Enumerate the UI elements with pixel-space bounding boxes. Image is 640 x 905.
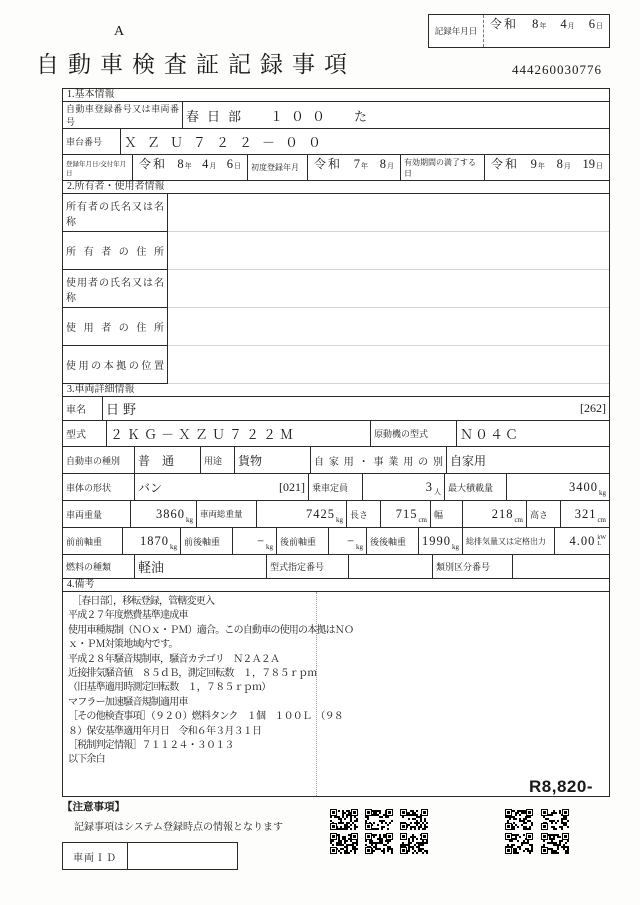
body-shape-text: バン <box>138 480 163 495</box>
base-location-label: 使用の本拠の位置 <box>63 346 168 384</box>
axle-unit: kg <box>356 543 363 551</box>
height-value <box>561 501 609 527</box>
record-date-era: 令和 <box>490 17 519 31</box>
capacity-number: 3 <box>425 479 433 494</box>
capacity-value <box>363 474 445 500</box>
year: 7 <box>353 157 360 171</box>
expiry-date-label: 有効期間の満了する日 <box>401 155 485 180</box>
axle-number: 1990 <box>422 533 451 548</box>
plate-label: 自動車登録番号又は車両番号 <box>63 102 183 128</box>
class-number-value <box>513 555 609 578</box>
body-shape-row <box>63 474 609 501</box>
notice-heading: 【注意事項】 <box>62 802 125 813</box>
era: 令和 <box>314 157 343 171</box>
month-unit: 月 <box>567 22 575 30</box>
use-value: 貨物 <box>235 447 311 473</box>
vehicle-weight-label: 車両重量 <box>63 501 131 527</box>
remark-line: マフラー加速騒音規制適用車 <box>68 696 188 708</box>
qr-code-group-right <box>505 809 571 854</box>
displacement-number: 4.00 <box>569 533 596 548</box>
type-designation-value <box>349 555 433 578</box>
remarks-box <box>63 592 609 796</box>
era: 令和 <box>139 157 168 171</box>
length-value <box>381 501 431 527</box>
axle-number: 1870 <box>140 533 169 548</box>
corner-mark: A <box>114 24 125 39</box>
remark-line: ［税制判定情報］７１１２４・３０１３ <box>68 740 234 752</box>
body-shape-label: 車体の形状 <box>63 474 135 500</box>
remark-line: 近接排気騒音値 ８５ｄＢ，測定回転数 １，７８５ｒｐｍ <box>68 668 317 680</box>
gross-number: 7425 <box>306 506 335 521</box>
axle-rear-rear-value <box>419 528 463 554</box>
section-basic-heading: 1.基本情報 <box>63 89 609 102</box>
owner-name-label: 所有者の氏名又は名称 <box>63 194 168 232</box>
record-date-value <box>484 15 609 47</box>
remark-line: ［春日部］，移転登録，管轄変更入 <box>72 596 215 607</box>
chassis-label: 車台番号 <box>63 129 121 154</box>
plate-row <box>63 102 609 129</box>
vehicle-weight-value <box>131 501 197 527</box>
fuel-type-value: 軽油 <box>135 555 267 578</box>
qr-code <box>505 833 533 854</box>
record-date-month: 4 <box>560 17 567 31</box>
body-shape-code: [021] <box>279 479 305 494</box>
max-load-number: 3400 <box>569 479 598 494</box>
maker-code: [262] <box>580 401 606 415</box>
qr-code <box>541 809 569 830</box>
height-number: 321 <box>574 506 597 521</box>
axle-front-front-value <box>123 528 181 554</box>
weights-row <box>63 501 609 528</box>
year-unit: 年 <box>361 162 368 170</box>
record-date-box <box>428 14 610 48</box>
registration-date-value <box>133 155 248 180</box>
maker-name: 日野 <box>106 402 141 417</box>
remark-line: 平成２７年度燃費基準達成車 <box>68 610 188 622</box>
type-designation-label: 型式指定番号 <box>267 555 349 578</box>
displacement-unit <box>597 535 606 547</box>
axle-front-rear-value <box>233 528 277 554</box>
capacity-label: 乗車定員 <box>309 474 363 500</box>
day-unit: 日 <box>596 22 603 30</box>
dates-row <box>63 155 609 181</box>
user-address-value <box>168 308 609 346</box>
axle-weights-row <box>63 528 609 555</box>
fuel-type-label: 燃料の種類 <box>63 555 135 578</box>
month-unit: 月 <box>563 162 571 170</box>
owner-name-row <box>63 194 609 232</box>
user-name-label: 使用者の氏名又は名称 <box>63 270 168 308</box>
qr-code <box>400 809 428 830</box>
engine-model-label: 原動機の型式 <box>371 421 457 446</box>
chassis-value: ＸＺＵ７２２－００ <box>124 135 332 150</box>
gross-unit: kg <box>336 516 343 524</box>
qr-code <box>330 809 358 830</box>
gross-weight-label: 車両総重量 <box>197 501 257 527</box>
max-load-unit: kg <box>599 489 606 497</box>
max-load-value <box>507 474 609 500</box>
owner-address-label: 所有者の住所 <box>63 232 168 270</box>
record-date-label: 記録年月日 <box>429 15 484 47</box>
day-unit: 日 <box>595 162 603 170</box>
fuel-row <box>63 555 609 579</box>
first-registration-label: 初度登録年月 <box>248 155 308 180</box>
use-label: 用途 <box>201 447 235 473</box>
remark-line: 使用車種規制（ＮＯｘ・ＰＭ）適合。この自動車の使用の本拠はＮＯ <box>68 624 354 636</box>
year-unit: 年 <box>539 22 547 30</box>
day: 6 <box>226 157 233 171</box>
year-unit: 年 <box>184 162 192 170</box>
vehicle-kind-label: 自動車の種別 <box>63 447 135 473</box>
month: 8 <box>379 157 386 171</box>
year-unit: 年 <box>537 162 545 170</box>
user-name-value <box>168 270 609 308</box>
document-number: 444260030776 <box>512 62 602 77</box>
length-number: 715 <box>395 506 418 521</box>
user-address-row <box>63 308 609 346</box>
owner-address-value <box>168 232 609 270</box>
base-location-row <box>63 346 609 384</box>
max-load-label: 最大積載量 <box>445 474 507 500</box>
engine-model-value: Ｎ０４Ｃ <box>460 427 521 442</box>
qr-code <box>505 809 533 830</box>
weight-number: 3860 <box>156 506 185 521</box>
axle-unit: kg <box>266 543 273 551</box>
owner-name-value <box>168 194 609 232</box>
vehicle-name-value <box>103 397 609 420</box>
body-shape-value <box>135 474 309 500</box>
day: 19 <box>582 157 595 171</box>
page-title: 自動車検査証記録事項 <box>36 52 356 77</box>
axle-unit: kg <box>170 543 177 551</box>
width-unit: cm <box>514 516 523 524</box>
gross-weight-value <box>257 501 347 527</box>
main-table <box>62 88 610 797</box>
axle-number: − <box>256 533 265 548</box>
weight-unit: kg <box>186 516 193 524</box>
qr-code <box>400 833 428 854</box>
record-date-day: 6 <box>588 17 595 31</box>
vehicle-id-value <box>128 843 237 869</box>
expiry-date-value <box>485 155 609 180</box>
unit-l: L <box>597 541 601 547</box>
axle-rear-front-value <box>329 528 367 554</box>
remark-line: （旧基準適用時測定回転数 １，７８５ｒｐｍ） <box>68 682 271 694</box>
length-unit: cm <box>418 516 427 524</box>
axle-unit: kg <box>452 543 459 551</box>
registration-date-label: 登録年月日/交付年月日 <box>63 155 133 180</box>
user-address-label: 使用者の住所 <box>63 308 168 346</box>
chassis-row <box>63 129 609 155</box>
remark-line: ８）保安基準適用年月日 令和６年３月３１日 <box>68 725 262 737</box>
vehicle-name-label: 車名 <box>63 397 103 420</box>
width-value <box>463 501 527 527</box>
remark-line: ［その他検査事項］（９２０）燃料タンク １個 １００Ｌ （９８ <box>68 711 343 723</box>
year: 9 <box>530 157 537 171</box>
era: 令和 <box>491 157 520 171</box>
section-vehicle-heading: 3.車両詳細情報 <box>63 384 609 397</box>
qr-code <box>330 833 358 854</box>
model-label: 型式 <box>63 421 107 446</box>
notice-text: 記録事項はシステム登録時点の情報となります <box>74 822 283 833</box>
class-number-label: 類別区分番号 <box>433 555 513 578</box>
vehicle-id-label: 車両ＩＤ <box>63 843 128 869</box>
kind-row <box>63 447 609 474</box>
axle-number: − <box>346 533 355 548</box>
displacement-value <box>555 528 609 554</box>
qr-code <box>541 833 569 854</box>
day-unit: 日 <box>233 162 241 170</box>
displacement-label: 総排気量又は定格出力 <box>463 528 555 554</box>
remarks-divider <box>316 592 317 796</box>
vehicle-name-row <box>63 397 609 421</box>
month-unit: 月 <box>209 162 217 170</box>
height-unit: cm <box>597 516 606 524</box>
width-label: 幅 <box>431 501 463 527</box>
unit-kw: kW <box>597 535 606 541</box>
section-owner-heading: 2.所有者・使用者情報 <box>63 181 609 194</box>
private-business-label: 自家用・事業用の別 <box>311 447 447 473</box>
fee-amount: R8,820- <box>529 776 593 796</box>
section-remarks-heading: 4.備考 <box>63 579 609 592</box>
qr-code-group-left <box>330 809 431 854</box>
first-registration-value <box>308 155 401 180</box>
user-name-row <box>63 270 609 308</box>
axle-front-rear-label: 前後軸重 <box>181 528 233 554</box>
length-label: 長さ <box>347 501 381 527</box>
plate-value: 春日部 １００ た <box>186 108 376 124</box>
remark-line: 平成２８年騒音規制車，騒音カテゴリ Ｎ２Ａ２Ａ <box>68 653 280 665</box>
month-unit: 月 <box>386 162 394 170</box>
axle-front-front-label: 前前軸重 <box>63 528 123 554</box>
axle-rear-rear-label: 後後軸重 <box>367 528 419 554</box>
vehicle-id-box <box>62 842 238 870</box>
qr-code <box>365 809 393 830</box>
axle-rear-front-label: 後前軸重 <box>277 528 329 554</box>
height-label: 高さ <box>527 501 561 527</box>
model-row <box>63 421 609 447</box>
model-value: ２ＫＧ－ＸＺＵ７２２Ｍ <box>107 421 371 446</box>
remark-line: ｘ・ＰＭ対策地域内です。 <box>68 639 178 651</box>
vehicle-kind-value: 普 通 <box>135 447 201 473</box>
year: 8 <box>177 157 184 171</box>
capacity-unit: 人 <box>434 488 441 496</box>
record-date-year: 8 <box>532 17 539 31</box>
qr-code <box>365 833 393 854</box>
owner-address-row <box>63 232 609 270</box>
remark-line: 以下余白 <box>68 754 105 766</box>
width-number: 218 <box>491 506 514 521</box>
month: 4 <box>202 157 209 171</box>
base-location-value <box>168 346 609 384</box>
private-business-value: 自家用 <box>450 453 487 468</box>
month: 8 <box>556 157 563 171</box>
